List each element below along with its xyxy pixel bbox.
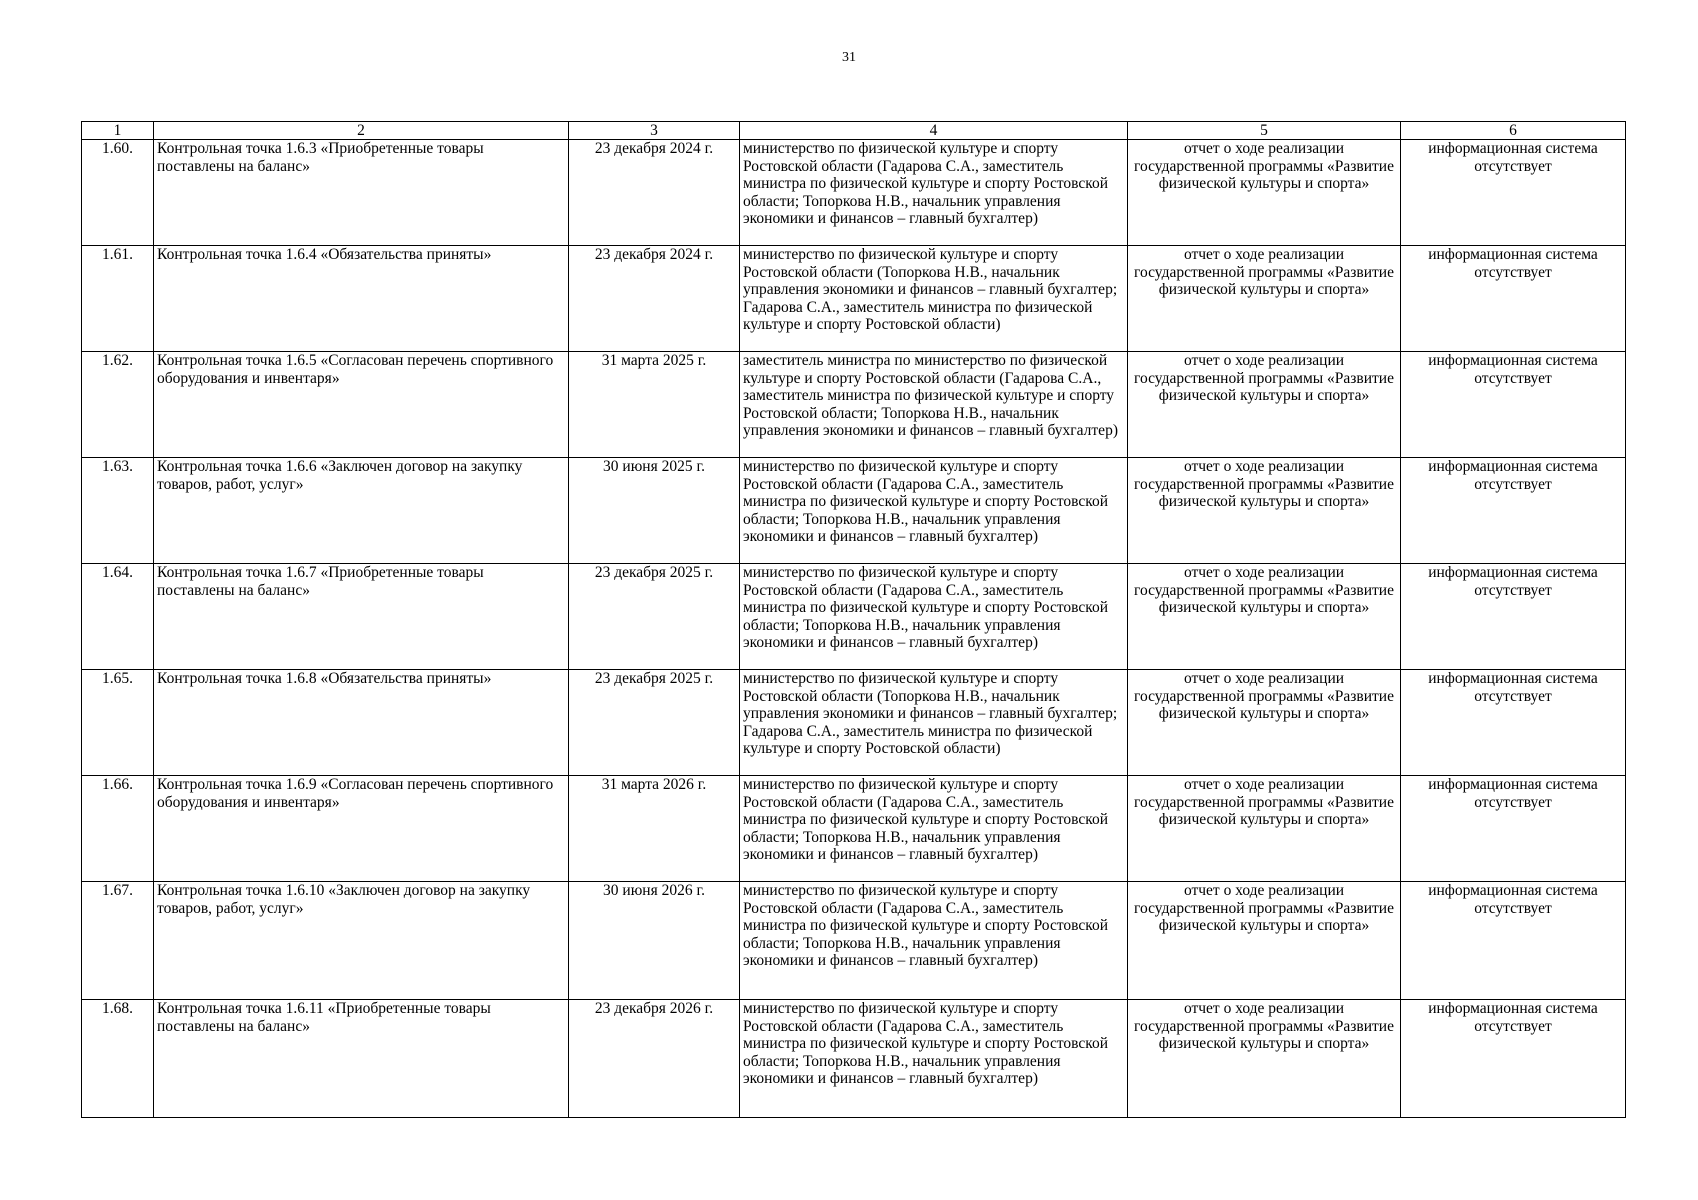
header-row	[82, 122, 1626, 140]
information-system: информационная система отсутствует	[1401, 352, 1626, 458]
document-type: отчет о ходе реализации государственной программы «Развитие физической культуры и спорта»	[1128, 776, 1401, 882]
document-type: отчет о ходе реализации государственной программы «Развитие физической культуры и спорта»	[1128, 882, 1401, 1000]
information-system: информационная система отсутствует	[1401, 882, 1626, 1000]
table-row	[82, 776, 1626, 882]
control-point-name: Контрольная точка 1.6.11 «Приобретенные товары поставлены на баланс»	[154, 1000, 569, 1118]
row-number: 1.60.	[82, 140, 154, 246]
control-point-name: Контрольная точка 1.6.4 «Обязательства приняты»	[154, 246, 569, 352]
row-number: 1.62.	[82, 352, 154, 458]
document-type: отчет о ходе реализации государственной программы «Развитие физической культуры и спорта»	[1128, 140, 1401, 246]
due-date: 31 марта 2025 г.	[569, 352, 740, 458]
row-number: 1.66.	[82, 776, 154, 882]
information-system: информационная система отсутствует	[1401, 1000, 1626, 1118]
due-date: 31 марта 2026 г.	[569, 776, 740, 882]
responsible: министерство по физической культуре и спорту Ростовской области (Топоркова Н.В., начальник управления экономики и финансов – главный бухгалтер; Гадарова С.А., заместитель министра по физической культуре и спорту Ростовской области)	[740, 246, 1128, 352]
row-number: 1.68.	[82, 1000, 154, 1118]
column-header: 3	[569, 122, 740, 140]
table-row	[82, 140, 1626, 246]
control-point-name: Контрольная точка 1.6.3 «Приобретенные товары поставлены на баланс»	[154, 140, 569, 246]
document-type: отчет о ходе реализации государственной программы «Развитие физической культуры и спорта»	[1128, 352, 1401, 458]
control-point-name: Контрольная точка 1.6.10 «Заключен договор на закупку товаров, работ, услуг»	[154, 882, 569, 1000]
responsible: министерство по физической культуре и спорту Ростовской области (Топоркова Н.В., начальник управления экономики и финансов – главный бухгалтер; Гадарова С.А., заместитель министра по физической культуре и спорту Ростовской области)	[740, 670, 1128, 776]
control-point-name: Контрольная точка 1.6.6 «Заключен договор на закупку товаров, работ, услуг»	[154, 458, 569, 564]
table-row	[82, 670, 1626, 776]
due-date: 30 июня 2026 г.	[569, 882, 740, 1000]
responsible: министерство по физической культуре и спорту Ростовской области (Гадарова С.А., заместитель министра по физической культуре и спорту Ростовской области; Топоркова Н.В., начальник управления экономики и финансов – главный бухгалтер)	[740, 882, 1128, 1000]
due-date: 23 декабря 2025 г.	[569, 670, 740, 776]
row-number: 1.63.	[82, 458, 154, 564]
control-point-name: Контрольная точка 1.6.8 «Обязательства приняты»	[154, 670, 569, 776]
information-system: информационная система отсутствует	[1401, 564, 1626, 670]
due-date: 23 декабря 2024 г.	[569, 246, 740, 352]
information-system: информационная система отсутствует	[1401, 140, 1626, 246]
document-type: отчет о ходе реализации государственной программы «Развитие физической культуры и спорта»	[1128, 458, 1401, 564]
row-number: 1.64.	[82, 564, 154, 670]
document-type: отчет о ходе реализации государственной программы «Развитие физической культуры и спорта»	[1128, 564, 1401, 670]
information-system: информационная система отсутствует	[1401, 776, 1626, 882]
control-points-table	[81, 121, 1626, 1118]
table-row	[82, 1000, 1626, 1118]
document-type: отчет о ходе реализации государственной программы «Развитие физической культуры и спорта»	[1128, 670, 1401, 776]
column-header: 6	[1401, 122, 1626, 140]
table-row	[82, 246, 1626, 352]
page-number: 31	[842, 50, 856, 65]
document-type: отчет о ходе реализации государственной программы «Развитие физической культуры и спорта»	[1128, 1000, 1401, 1118]
document-type: отчет о ходе реализации государственной программы «Развитие физической культуры и спорта»	[1128, 246, 1401, 352]
responsible: министерство по физической культуре и спорту Ростовской области (Гадарова С.А., заместитель министра по физической культуре и спорту Ростовской области; Топоркова Н.В., начальник управления экономики и финансов – главный бухгалтер)	[740, 776, 1128, 882]
responsible: заместитель министра по министерство по физической культуре и спорту Ростовской области (Гадарова С.А., заместитель министра по физической культуре и спорту Ростовской области; Топоркова Н.В., начальник управления экономики и финансов – главный бухгалтер)	[740, 352, 1128, 458]
responsible: министерство по физической культуре и спорту Ростовской области (Гадарова С.А., заместитель министра по физической культуре и спорту Ростовской области; Топоркова Н.В., начальник управления экономики и финансов – главный бухгалтер)	[740, 140, 1128, 246]
row-number: 1.67.	[82, 882, 154, 1000]
row-number: 1.61.	[82, 246, 154, 352]
table-row	[82, 458, 1626, 564]
table-row	[82, 564, 1626, 670]
responsible: министерство по физической культуре и спорту Ростовской области (Гадарова С.А., заместитель министра по физической культуре и спорту Ростовской области; Топоркова Н.В., начальник управления экономики и финансов – главный бухгалтер)	[740, 564, 1128, 670]
due-date: 23 декабря 2025 г.	[569, 564, 740, 670]
table-row	[82, 352, 1626, 458]
control-point-name: Контрольная точка 1.6.5 «Согласован перечень спортивного оборудования и инвентаря»	[154, 352, 569, 458]
due-date: 23 декабря 2026 г.	[569, 1000, 740, 1118]
information-system: информационная система отсутствует	[1401, 458, 1626, 564]
control-point-name: Контрольная точка 1.6.7 «Приобретенные товары поставлены на баланс»	[154, 564, 569, 670]
column-header: 4	[740, 122, 1128, 140]
column-header: 1	[82, 122, 154, 140]
row-number: 1.65.	[82, 670, 154, 776]
table-row	[82, 882, 1626, 1000]
responsible: министерство по физической культуре и спорту Ростовской области (Гадарова С.А., заместитель министра по физической культуре и спорту Ростовской области; Топоркова Н.В., начальник управления экономики и финансов – главный бухгалтер)	[740, 458, 1128, 564]
due-date: 30 июня 2025 г.	[569, 458, 740, 564]
column-header: 2	[154, 122, 569, 140]
control-point-name: Контрольная точка 1.6.9 «Согласован перечень спортивного оборудования и инвентаря»	[154, 776, 569, 882]
information-system: информационная система отсутствует	[1401, 246, 1626, 352]
responsible: министерство по физической культуре и спорту Ростовской области (Гадарова С.А., заместитель министра по физической культуре и спорту Ростовской области; Топоркова Н.В., начальник управления экономики и финансов – главный бухгалтер)	[740, 1000, 1128, 1118]
column-header: 5	[1128, 122, 1401, 140]
information-system: информационная система отсутствует	[1401, 670, 1626, 776]
due-date: 23 декабря 2024 г.	[569, 140, 740, 246]
